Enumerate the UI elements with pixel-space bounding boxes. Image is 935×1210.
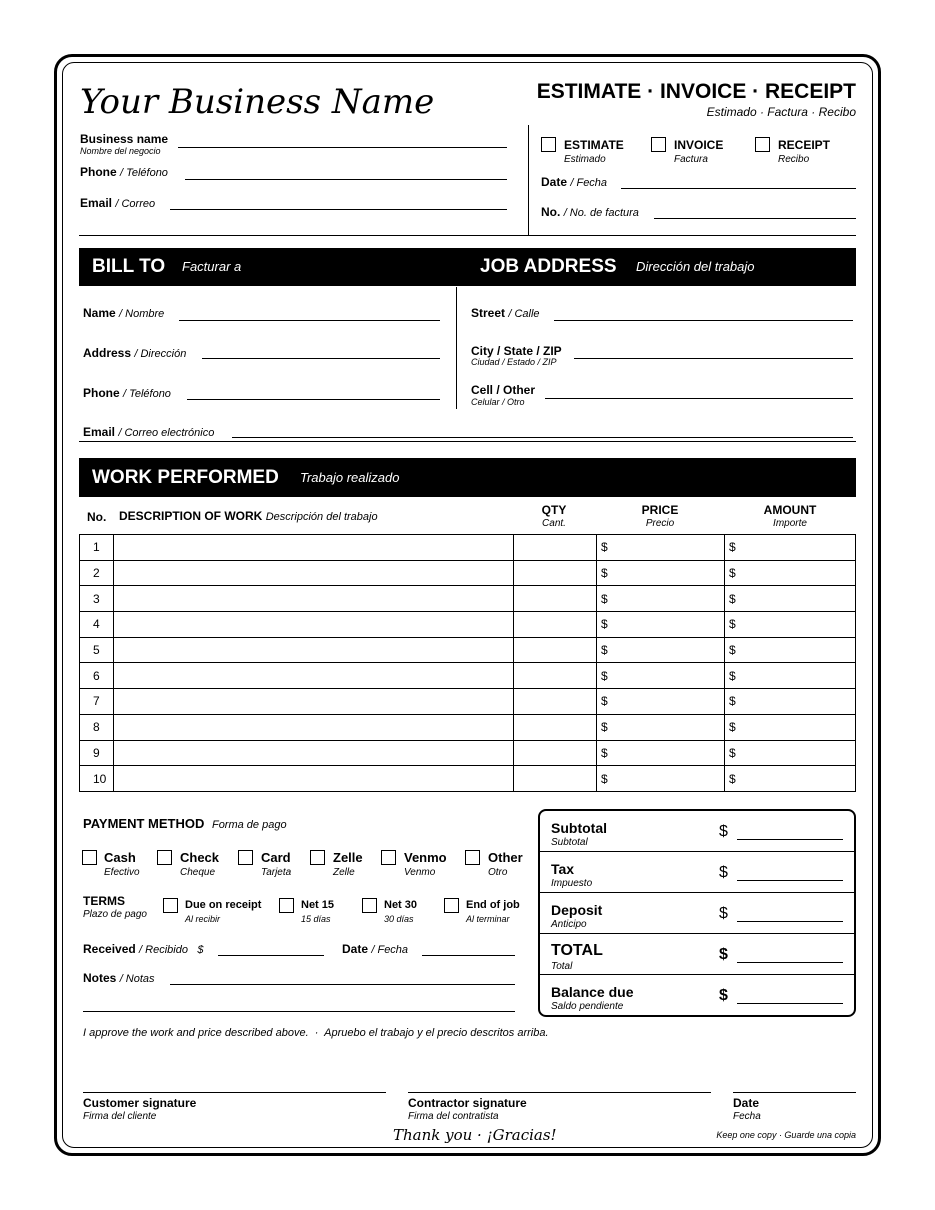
- doc-date-field[interactable]: [621, 188, 856, 189]
- balance-due-row: [540, 975, 854, 1017]
- work-performed-title: WORK PERFORMED: [92, 467, 279, 488]
- job-address-subtitle: Dirección del trabajo: [636, 259, 755, 274]
- amount-cell[interactable]: [725, 586, 856, 612]
- client-name-label: Name: [83, 306, 116, 320]
- balance-due-label: Balance due: [551, 984, 634, 1000]
- table-row: [80, 586, 856, 612]
- email-label-wrap: [80, 196, 155, 210]
- venmo-sublabel: Venmo: [404, 867, 436, 878]
- bill-to-bottom-rule: [79, 441, 856, 442]
- notes-field-line-2[interactable]: [83, 1011, 515, 1012]
- thank-you-note: Thank you · ¡Gracias!: [393, 1126, 557, 1144]
- price-currency: $: [601, 617, 608, 632]
- document-subtitle: Estimado · Factura · Recibo: [706, 105, 856, 119]
- amount-currency: $: [729, 668, 736, 683]
- qty-cell[interactable]: [514, 689, 597, 715]
- deposit-label: Deposit: [551, 902, 603, 918]
- price-cell[interactable]: [597, 612, 725, 638]
- net-15-checkbox[interactable]: [279, 898, 294, 913]
- row-number: 3: [80, 586, 114, 612]
- price-currency: $: [601, 643, 608, 658]
- subtotal-label: Subtotal: [551, 820, 607, 836]
- subtotal-row: [540, 811, 854, 852]
- business-name-script: Your Business Name: [80, 82, 435, 122]
- price-cell[interactable]: [597, 714, 725, 740]
- col-qty-subheader: Cant.: [542, 518, 566, 529]
- due-on-receipt-sublabel: Al recibir: [185, 914, 221, 924]
- qty-cell[interactable]: [514, 586, 597, 612]
- business-name-field[interactable]: [178, 147, 507, 148]
- amount-cell[interactable]: [725, 766, 856, 792]
- row-number: 6: [80, 663, 114, 689]
- balance-due-currency: $: [719, 987, 728, 1004]
- doc-number-field[interactable]: [654, 218, 856, 219]
- cell-other-sublabel: Celular / Otro: [471, 397, 525, 407]
- col-no-header: No.: [87, 510, 107, 524]
- total-sublabel: Total: [551, 961, 573, 972]
- estimate-sublabel: Estimado: [564, 154, 606, 165]
- received-label-wrap: [83, 942, 203, 956]
- email-label: Email: [80, 196, 113, 210]
- business-name-sublabel: Nombre del negocio: [80, 146, 161, 156]
- table-row: [80, 612, 856, 638]
- balance-due-sublabel: Saldo pendiente: [551, 1001, 624, 1012]
- receipt-checkbox[interactable]: [755, 137, 770, 152]
- street-field[interactable]: [554, 320, 853, 321]
- receipt-sublabel: Recibo: [778, 154, 810, 165]
- amount-currency: $: [729, 745, 736, 760]
- net-30-label: Net 30: [384, 899, 418, 911]
- client-email-label: Email: [83, 425, 116, 439]
- client-name-field[interactable]: [179, 320, 440, 321]
- invoice-checkbox[interactable]: [651, 137, 666, 152]
- header-divider: [528, 125, 529, 235]
- table-row: [80, 535, 856, 561]
- description-cell[interactable]: [114, 689, 514, 715]
- price-currency: $: [601, 745, 608, 760]
- business-phone-field[interactable]: [185, 179, 507, 180]
- end-of-job-label: End of job: [466, 899, 520, 911]
- client-name-label-wrap: [83, 306, 164, 320]
- col-price-subheader: Precio: [645, 518, 675, 529]
- venmo-checkbox[interactable]: [381, 850, 396, 865]
- deposit-row: [540, 893, 854, 934]
- description-cell[interactable]: [114, 663, 514, 689]
- price-currency: $: [601, 720, 608, 735]
- approval-statement: I approve the work and price described above. · Apruebo el trabajo y el precio descritos arriba.: [83, 1027, 549, 1039]
- price-currency: $: [601, 694, 608, 709]
- amount-cell[interactable]: [725, 560, 856, 586]
- bill-job-divider: [456, 287, 457, 409]
- client-email-sublabel: / Correo electrónico: [118, 427, 215, 439]
- subtotal-field[interactable]: [737, 839, 843, 840]
- tax-currency: $: [719, 864, 728, 881]
- price-currency: $: [601, 668, 608, 683]
- zelle-checkbox[interactable]: [310, 850, 325, 865]
- col-amount-header: AMOUNT: [763, 503, 817, 517]
- row-number: 4: [80, 612, 114, 638]
- card-checkbox[interactable]: [238, 850, 253, 865]
- other-label: Other: [488, 850, 523, 865]
- header-bottom-rule: [79, 235, 856, 236]
- doc-number-sublabel: / No. de factura: [563, 207, 639, 219]
- signature-date-line[interactable]: [733, 1092, 856, 1093]
- row-number: 8: [80, 714, 114, 740]
- client-address-sublabel: / Dirección: [134, 348, 187, 360]
- description-cell[interactable]: [114, 766, 514, 792]
- amount-currency: $: [729, 720, 736, 735]
- net-30-checkbox[interactable]: [362, 898, 377, 913]
- signature-date-label: Date: [733, 1096, 760, 1110]
- total-field[interactable]: [737, 962, 843, 963]
- amount-cell[interactable]: [725, 637, 856, 663]
- total-row: [540, 934, 854, 975]
- contractor-signature-line[interactable]: [408, 1092, 711, 1093]
- qty-cell[interactable]: [514, 766, 597, 792]
- zelle-sublabel: Zelle: [333, 867, 355, 878]
- invoice-sublabel: Factura: [674, 154, 708, 165]
- price-cell[interactable]: [597, 663, 725, 689]
- amount-cell[interactable]: [725, 663, 856, 689]
- client-phone-sublabel: / Teléfono: [123, 388, 171, 400]
- terms-label: TERMS: [83, 894, 125, 908]
- amount-currency: $: [729, 591, 736, 606]
- invoice-label: INVOICE: [674, 138, 724, 152]
- customer-signature-label: Customer signature: [83, 1096, 197, 1110]
- client-address-label-wrap: [83, 346, 186, 360]
- col-desc-header: DESCRIPTION OF WORK: [119, 509, 263, 523]
- received-date-label: Date: [342, 942, 369, 956]
- doc-date-label: Date: [541, 175, 568, 189]
- row-number: 5: [80, 637, 114, 663]
- received-currency: $: [197, 944, 204, 956]
- payment-method-title: PAYMENT METHOD: [83, 816, 205, 831]
- price-cell[interactable]: [597, 637, 725, 663]
- received-label: Received: [83, 942, 136, 956]
- receipt-label: RECEIPT: [778, 138, 831, 152]
- card-sublabel: Tarjeta: [261, 867, 292, 878]
- total-label: TOTAL: [551, 942, 603, 959]
- card-label: Card: [261, 850, 291, 865]
- row-number: 10: [80, 766, 114, 792]
- city-state-zip-field[interactable]: [574, 358, 853, 359]
- balance-due-field[interactable]: [737, 1003, 843, 1004]
- price-cell[interactable]: [597, 689, 725, 715]
- cash-label: Cash: [104, 850, 136, 865]
- payment-method-title-wrap: [83, 816, 287, 831]
- row-number: 9: [80, 740, 114, 766]
- estimate-label: ESTIMATE: [564, 138, 624, 152]
- city-state-zip-sublabel: Ciudad / Estado / ZIP: [471, 357, 557, 367]
- street-label: Street: [471, 306, 506, 320]
- net-30-sublabel: 30 días: [384, 914, 414, 924]
- doc-date-label-wrap: [541, 175, 607, 189]
- table-row: [80, 637, 856, 663]
- row-number: 7: [80, 689, 114, 715]
- client-phone-field[interactable]: [187, 399, 440, 400]
- due-on-receipt-checkbox[interactable]: [163, 898, 178, 913]
- notes-field-line-1[interactable]: [170, 984, 515, 985]
- bill-to-title: BILL TO: [92, 256, 166, 277]
- net-15-sublabel: 15 días: [301, 914, 331, 924]
- subtotal-currency: $: [719, 823, 728, 840]
- amount-currency: $: [729, 617, 736, 632]
- client-address-label: Address: [83, 346, 132, 360]
- amount-cell[interactable]: [725, 612, 856, 638]
- row-number: 1: [80, 535, 114, 561]
- tax-field[interactable]: [737, 880, 843, 881]
- notes-label-wrap: [83, 971, 155, 985]
- description-cell[interactable]: [114, 535, 514, 561]
- email-sublabel: / Correo: [115, 198, 156, 210]
- client-address-field[interactable]: [202, 358, 440, 359]
- client-phone-label-wrap: [83, 386, 171, 400]
- city-state-zip-label: City / State / ZIP: [471, 344, 562, 358]
- tax-sublabel: Impuesto: [551, 878, 593, 889]
- work-table: [79, 534, 856, 792]
- phone-label: Phone: [80, 165, 117, 179]
- col-price-header: PRICE: [641, 503, 679, 517]
- received-date-field[interactable]: [422, 955, 515, 956]
- qty-cell[interactable]: [514, 560, 597, 586]
- cell-other-label: Cell / Other: [471, 383, 536, 397]
- price-currency: $: [601, 771, 608, 786]
- description-cell[interactable]: [114, 586, 514, 612]
- amount-cell[interactable]: [725, 535, 856, 561]
- phone-label-wrap: [80, 165, 168, 179]
- qty-cell[interactable]: [514, 535, 597, 561]
- payment-method-subtitle: Forma de pago: [211, 819, 287, 831]
- tax-label: Tax: [551, 861, 575, 877]
- due-on-receipt-label: Due on receipt: [185, 899, 262, 911]
- deposit-field[interactable]: [737, 921, 843, 922]
- street-sublabel: / Calle: [508, 308, 540, 320]
- doc-number-label: No.: [541, 205, 561, 219]
- col-desc-subheader: Descripción del trabajo: [265, 511, 378, 523]
- tax-row: [540, 852, 854, 893]
- check-checkbox[interactable]: [157, 850, 172, 865]
- document-title: ESTIMATE · INVOICE · RECEIPT: [536, 80, 856, 103]
- venmo-label: Venmo: [404, 850, 447, 865]
- amount-currency: $: [729, 540, 736, 555]
- subtotal-sublabel: Subtotal: [551, 837, 588, 848]
- received-sublabel: / Recibido: [139, 944, 188, 956]
- table-row: [80, 689, 856, 715]
- price-currency: $: [601, 591, 608, 606]
- table-row: [80, 740, 856, 766]
- copy-note: Keep one copy · Guarde una copia: [716, 1130, 856, 1140]
- price-cell[interactable]: [597, 740, 725, 766]
- doc-date-sublabel: / Fecha: [570, 177, 608, 189]
- amount-cell[interactable]: [725, 689, 856, 715]
- amount-currency: $: [729, 694, 736, 709]
- col-qty-header: QTY: [541, 503, 567, 517]
- cash-sublabel: Efectivo: [104, 867, 140, 878]
- business-name-label: Business name: [80, 132, 169, 146]
- deposit-currency: $: [719, 905, 728, 922]
- bill-to-subtitle: Facturar a: [182, 259, 242, 274]
- price-currency: $: [601, 540, 608, 555]
- amount-cell[interactable]: [725, 740, 856, 766]
- cell-other-field[interactable]: [545, 398, 853, 399]
- amount-currency: $: [729, 643, 736, 658]
- net-15-label: Net 15: [301, 899, 335, 911]
- price-currency: $: [601, 566, 608, 581]
- client-email-field[interactable]: [232, 437, 853, 438]
- price-cell[interactable]: [597, 560, 725, 586]
- other-sublabel: Otro: [488, 867, 508, 878]
- street-label-wrap: [471, 306, 540, 320]
- qty-cell[interactable]: [514, 714, 597, 740]
- total-currency: $: [719, 946, 728, 963]
- customer-signature-sublabel: Firma del cliente: [83, 1111, 157, 1122]
- qty-cell[interactable]: [514, 663, 597, 689]
- signature-date-sublabel: Fecha: [733, 1111, 761, 1122]
- description-cell[interactable]: [114, 560, 514, 586]
- qty-cell[interactable]: [514, 612, 597, 638]
- description-cell[interactable]: [114, 637, 514, 663]
- contractor-signature-label: Contractor signature: [408, 1096, 527, 1110]
- description-cell[interactable]: [114, 612, 514, 638]
- work-performed-subtitle: Trabajo realizado: [300, 470, 400, 485]
- qty-cell[interactable]: [514, 637, 597, 663]
- row-number: 2: [80, 560, 114, 586]
- terms-sublabel: Plazo de pago: [83, 909, 147, 920]
- table-row: [80, 714, 856, 740]
- description-cell[interactable]: [114, 714, 514, 740]
- cash-checkbox[interactable]: [82, 850, 97, 865]
- notes-sublabel: / Notas: [119, 973, 155, 985]
- doc-number-label-wrap: [541, 205, 639, 219]
- contractor-signature-sublabel: Firma del contratista: [408, 1111, 499, 1122]
- amount-currency: $: [729, 566, 736, 581]
- qty-cell[interactable]: [514, 740, 597, 766]
- price-cell[interactable]: [597, 586, 725, 612]
- description-cell[interactable]: [114, 740, 514, 766]
- deposit-sublabel: Anticipo: [551, 919, 587, 930]
- zelle-label: Zelle: [333, 850, 363, 865]
- notes-label: Notes: [83, 971, 117, 985]
- client-email-label-wrap: [83, 425, 214, 439]
- amount-cell[interactable]: [725, 714, 856, 740]
- received-date-sublabel: / Fecha: [371, 944, 409, 956]
- received-amount-field[interactable]: [218, 955, 324, 956]
- check-sublabel: Cheque: [180, 867, 216, 878]
- price-cell[interactable]: [597, 535, 725, 561]
- estimate-checkbox[interactable]: [541, 137, 556, 152]
- table-row: [80, 766, 856, 792]
- business-email-field[interactable]: [170, 209, 507, 210]
- client-name-sublabel: / Nombre: [119, 308, 165, 320]
- end-of-job-sublabel: Al terminar: [466, 914, 510, 924]
- customer-signature-line[interactable]: [83, 1092, 386, 1093]
- phone-sublabel: / Teléfono: [120, 167, 168, 179]
- col-amount-subheader: Importe: [773, 518, 807, 529]
- job-address-title: JOB ADDRESS: [480, 256, 617, 277]
- table-row: [80, 663, 856, 689]
- price-cell[interactable]: [597, 766, 725, 792]
- check-label: Check: [180, 850, 220, 865]
- received-date-label-wrap: [342, 942, 408, 956]
- col-desc-header-wrap: [119, 509, 378, 523]
- client-phone-label: Phone: [83, 386, 120, 400]
- amount-currency: $: [729, 771, 736, 786]
- table-row: [80, 560, 856, 586]
- other-checkbox[interactable]: [465, 850, 480, 865]
- end-of-job-checkbox[interactable]: [444, 898, 459, 913]
- totals-box: [538, 809, 856, 1017]
